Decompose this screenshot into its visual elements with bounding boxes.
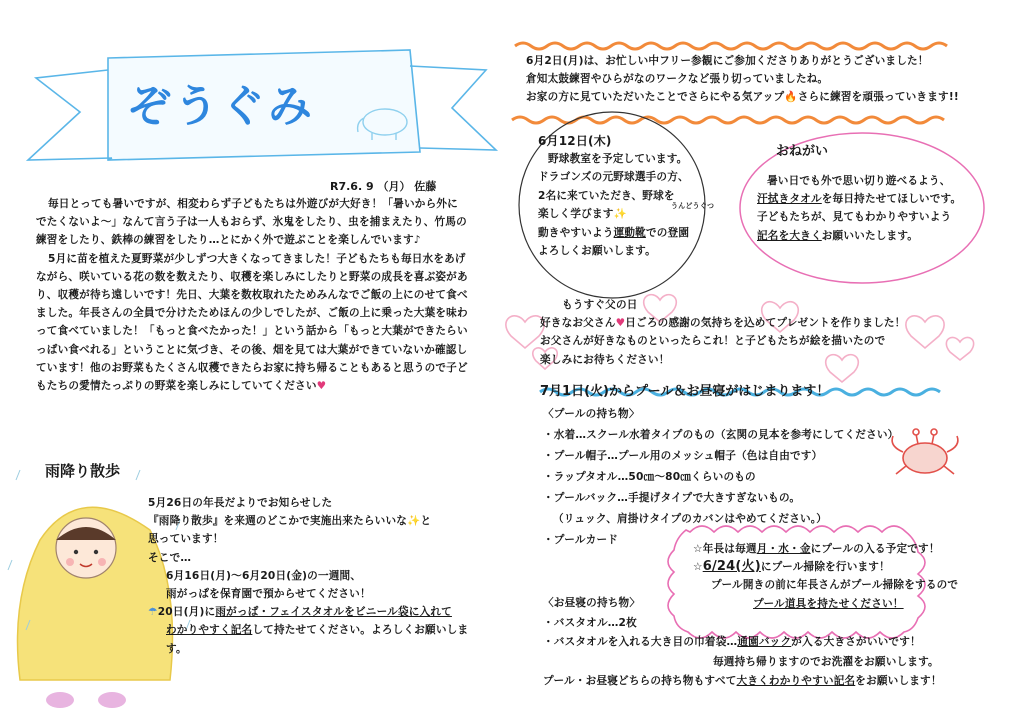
sparkle-icon: ✨ <box>407 515 421 528</box>
heart-icon: ♥ <box>615 317 626 330</box>
baseball-line: 野球教室を予定しています。 <box>548 153 688 166</box>
request-title: おねがい <box>776 144 829 159</box>
notice-line: 月・水・金 <box>756 543 811 555</box>
paragraph-outdoor-play: 毎日とっても暑いですが、相変わらず子どもたちは外遊びが大好き！「暑いから外にでたくないよ～」なんて言う子は一人もおらず、氷鬼をしたり、虫を捕まえたり、竹馬の練習をしたり、鉄棒の練習をしたり…とにかく外で遊ぶことを楽しんでいます♪ <box>36 198 467 247</box>
rain-line: 20日(月)に <box>157 606 216 619</box>
baseball-line: よろしくお願いします。 <box>538 245 656 258</box>
rain-line: して持たせてください。よろしくお願いします。 <box>166 624 469 655</box>
pool-items <box>543 404 943 551</box>
pool-items-title: 〈プールの持ち物〉 <box>543 408 640 420</box>
rain-line: そこで… <box>148 551 192 564</box>
list-item: ・バスタオルを入れる大き目の巾着袋… <box>543 636 738 649</box>
nap-items <box>543 594 993 692</box>
list-item: 通園バック <box>737 636 792 649</box>
fathers-line: 日ごろの感謝の気持ちを込めてプレゼントを作りました！ <box>625 317 906 330</box>
baseball-section <box>538 132 728 260</box>
request-body <box>757 172 967 245</box>
thanks-section <box>526 52 986 107</box>
list-item: ・バスタオル…2枚 <box>543 616 637 629</box>
baseball-line: ドラゴンズの元野球選手の方、 <box>538 171 689 184</box>
list-item: ・プールバック…手提げタイプで大きすぎないもの。 <box>543 492 801 504</box>
ruby-text: うんどうぐつ <box>670 201 715 210</box>
list-item: プール・お昼寝どちらの持ち物もすべて <box>543 675 737 688</box>
rain-line: 6月16日(月)～6月20日(金)の一週間、 <box>166 569 362 582</box>
baseball-line: 楽しく学びます <box>538 207 614 220</box>
heart-icon: ♥ <box>316 380 327 393</box>
flame-icon: 🔥 <box>784 91 798 104</box>
rain-line: わかりやすく記名 <box>166 624 253 637</box>
date-author: R7.6. 9 （月） 佐藤 <box>330 180 437 193</box>
list-item: 大きくわかりやすい記名 <box>736 675 856 688</box>
request-line: を毎日持たせてほしいです。 <box>821 193 962 206</box>
thanks-line: 6月2日(月)は、お忙しい中フリー参観にご参加くださりありがとうございました！ <box>526 55 929 67</box>
list-item: ・プールカード <box>543 534 619 546</box>
rain-line: 思っています！ <box>148 533 224 546</box>
thanks-line: 倉知太鼓練習やひらがなのワークなど張り切っていましたね。 <box>526 73 829 86</box>
pool-headline: 7月1日(火)からプール＆お昼寝がはじまります！ <box>540 384 830 399</box>
paragraph-vegetables: 5月に苗を植えた夏野菜が少しずつ大きくなってきました！子どもたちも毎日水をあげながら、咲いている花の数を数えたり、収穫を楽しみにしたりと野菜の成長を喜ぶ姿があり、収穫が待ち遠しいです！先日、大葉を数枚取れたためみんなでご飯の上にのせて食べました。年長さんの全員で分けたためほんの少しでしたが、ご飯の上に乗った大葉を味わって食べていました！「もっと食べたかった！」という話から「もっと大葉ができたらいっぱい食べれる」ということに気づき、その後、畑を見ては大葉ができていないか確認しています！他のお野菜もたくさん収穫できたらお家に持ち帰ることもあると思うので子どもたちの愛情たっぷりの野菜を楽しみにしていてください <box>36 252 468 393</box>
thanks-line: お家の方に見ていただいたことでさらにやる気アップ <box>526 91 785 104</box>
baseball-date: 6月12日(木) <box>538 134 612 148</box>
request-line: 暑い日でも外で思い切り遊べるよう、 <box>767 175 951 187</box>
sparkle-icon: ✨ <box>613 207 627 220</box>
notice-date: 6/24(火) <box>702 559 761 575</box>
baseball-line: 動きやすいよう <box>538 227 614 240</box>
rain-line: と <box>420 515 432 528</box>
rain-line: 雨がっぱを保育園で預からせてください！ <box>166 588 371 601</box>
notice-line: プール道具を持たせください！ <box>753 597 904 610</box>
list-item: ・ラップタオル…50㎝～80㎝くらいのもの <box>543 471 756 483</box>
list-item: （リュック、肩掛けタイプのカバンはやめてください。） <box>553 513 828 525</box>
rain-line: 雨がっぱ・フェイスタオルをビニール袋に入れて <box>215 606 452 619</box>
rain-walk-title: 雨降り散歩 <box>45 462 121 480</box>
fathers-line: 楽しみにお待ちください！ <box>540 353 670 366</box>
orange-wave-top <box>515 43 947 49</box>
fathers-line: お父さんが好きなものといったらこれ！と子どもたちが絵を描いたので <box>540 335 886 348</box>
baseball-line: 運動靴 <box>613 227 646 240</box>
rain-line: 『雨降り散歩』を来週のどこかで実施出来たらいいな <box>148 515 408 528</box>
list-item: ・水着…スクール水着タイプのもの（玄関の見本を参考にしてください） <box>543 429 899 441</box>
fathers-day-title: もうすぐ父の日 <box>562 299 638 311</box>
rain-line: 5月26日の年長だよりでお知らせした <box>148 497 333 509</box>
notice-line: プール開きの前に年長さんがプール掃除をするので <box>711 579 959 592</box>
baseball-line: 2名に来ていただき、野球を <box>538 189 675 202</box>
notice-line: にプールの入る予定です！ <box>810 543 940 555</box>
notice-line: ☆年長は毎週 <box>693 543 757 555</box>
thanks-line: さらに練習を頑張っていきます!! <box>797 91 959 104</box>
list-item: 毎週持ち帰りますのでお洗濯をお願いします。 <box>713 655 939 668</box>
request-line: 汗拭きタオル <box>757 193 822 206</box>
nap-title: 〈お昼寝の持ち物〉 <box>543 597 641 609</box>
orange-wave-mid <box>512 117 944 123</box>
fathers-line: 好きなお父さん <box>540 317 616 330</box>
left-body-text <box>36 195 468 395</box>
request-line: お願いいたします。 <box>821 229 919 242</box>
request-line: 子どもたちが、見てもわかりやすいよう <box>757 211 952 224</box>
list-item: が入る大きさがいいです！ <box>791 636 921 649</box>
fathers-day-section <box>540 296 960 369</box>
rain-walk-body <box>148 494 478 658</box>
notice-line: にプール掃除を行います！ <box>760 561 890 574</box>
baseball-line: での登園 <box>645 227 690 240</box>
notice-line: ☆ <box>693 561 703 574</box>
page-title: ぞうぐみ <box>127 81 315 132</box>
list-item: ・プール帽子…プール用のメッシュ帽子（色は自由です） <box>543 450 823 462</box>
umbrella-icon: ☂ <box>148 606 158 619</box>
list-item: をお願いします！ <box>855 675 942 688</box>
request-line: 記名を大きく <box>757 229 822 242</box>
